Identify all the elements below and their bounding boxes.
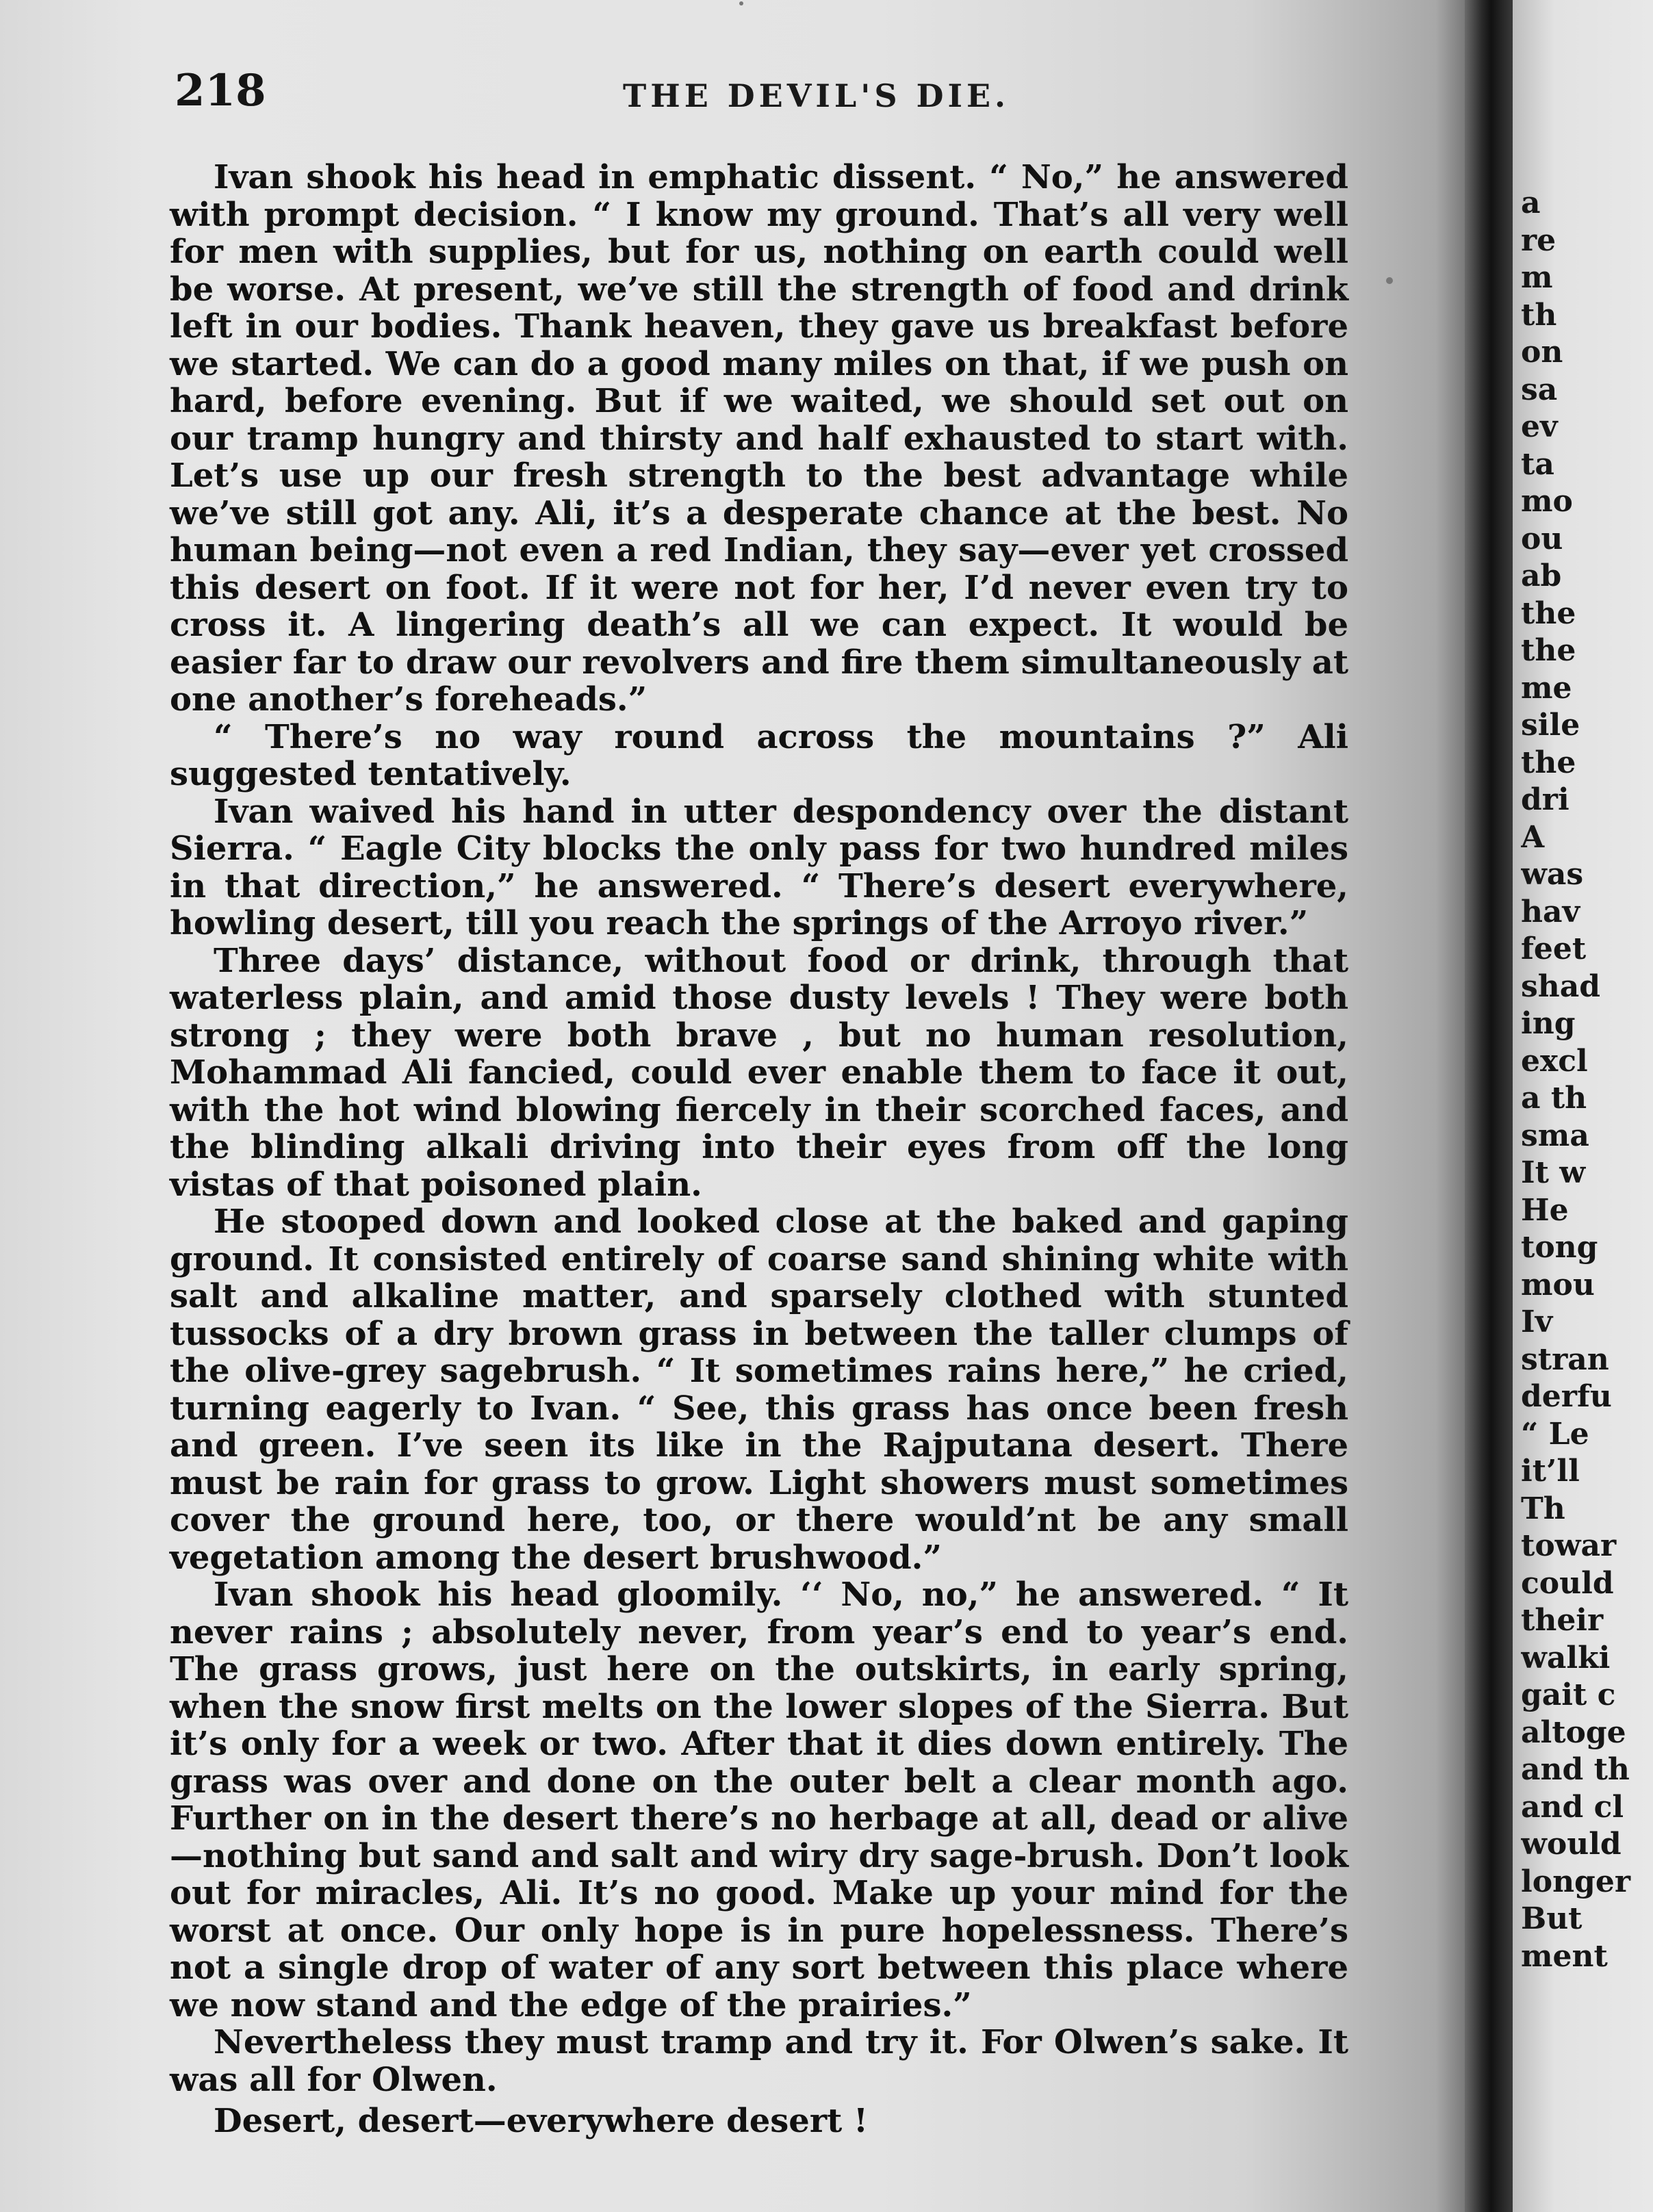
right-page-fragment-line: hav [1521, 894, 1580, 929]
right-page-fragment-line: sile [1521, 708, 1580, 743]
right-page-text-fragments [1521, 185, 1651, 1975]
right-page-fragment-line: walki [1521, 1640, 1611, 1675]
right-page-fragment-line: dri [1521, 782, 1569, 817]
right-page-fragment-line: ab [1521, 558, 1562, 593]
right-page-fragment-line: mo [1521, 484, 1573, 519]
paragraph: Ivan shook his head gloomily. ‘‘ No, no,” he answered. “ It never rains ; absolutely never, from year’s end to year’s end. The grass grows, just here on the outskirts, in early spring, when the snow first melts on the lower slopes of the Sierra. But it’s only for a week or two. After that it dies down entirely. The grass was over and done on the outer belt a clear month ago. Further on in the desert there’s no herbage at all, dead or alive—nothing but sand and salt and wiry dry sage-brush. Don’t look out for miracles, Ali. It’s no good. Make up your mind for the worst at once. Our only hope is in pure hopelessness. There’s not a single drop of water of any sort between this place where we now stand and the edge of the prairies.” [170, 1576, 1348, 2024]
right-page-fragment-line: me [1521, 670, 1572, 706]
right-page-fragment-line: was [1521, 857, 1584, 892]
right-page-fragment-line: a th [1521, 1081, 1587, 1116]
right-page-fragment-line: on [1521, 335, 1563, 370]
book-gutter [1465, 0, 1513, 2212]
right-page-fragment-line: m [1521, 260, 1553, 295]
right-page-fragment-line: feet [1521, 931, 1587, 966]
final-line: Desert, desert—everywhere desert ! [214, 2102, 869, 2140]
right-page-fragment-line: A [1521, 819, 1545, 855]
paragraph: Ivan waived his hand in utter despondency over the distant Sierra. “ Eagle City blocks the only pass for two hundred miles in that direction,” he answered. “ There’s desert everywhere, howling desert, till you reach the springs of the Arroyo river.” [170, 792, 1348, 942]
right-page-fragment-line: ment [1521, 1938, 1608, 1974]
paragraph: He stooped down and looked close at the baked and gaping ground. It consisted entirely of coarse sand shining white with salt and alkaline matter, and sparsely clothed with stunted tussocks of a dry brown grass in between the taller clumps of the olive-grey sagebrush. “ It sometimes rains here,” he cried, turning eagerly to Ivan. “ See, this grass has once been fresh and green. I’ve seen its like in the Rajputana desert. There must be rain for grass to grow. Light showers must sometimes cover the ground here, too, or there would’nt be any small vegetation among the desert brushwood.” [170, 1203, 1348, 1577]
right-page-fragment-line: ta [1521, 446, 1554, 482]
right-page-fragment-line: the [1521, 633, 1576, 668]
right-page-fragment-line: ou [1521, 521, 1563, 556]
right-page-fragment-line: and th [1521, 1752, 1630, 1787]
body-text [170, 159, 1348, 2140]
right-page-fragment-line: it’ll [1521, 1454, 1580, 1489]
right-page-fragment-line: would [1521, 1827, 1622, 1862]
right-page-fragment-line: ev [1521, 409, 1558, 444]
running-head: THE DEVIL'S DIE. [623, 77, 1010, 114]
page-number: 218 [175, 65, 266, 116]
right-page-fragment-line: sa [1521, 372, 1558, 407]
paragraph: Ivan shook his head in emphatic dissent. “ No,” he answered with prompt decision. “ I know my ground. That’s all very well for men with supplies, but for us, nothing on earth could well be worse. At present, we’ve still the strength of food and drink left in our bodies. Thank heaven, they gave us breakfast before we started. We can do a good many miles on that, if we push on hard, before evening. But if we waited, we should set out on our tramp hungry and thirsty and half exhausted to start with. Let’s use up our fresh strength to the best advantage while we’ve still got any. Ali, it’s a desperate chance at the best. No human being—not even a red Indian, they say—ever yet crossed this desert on foot. If it were not for her, I’d never even try to cross it. A lingering death’s all we can expect. It would be easier far to draw our revolvers and fire them simultaneously at one another’s foreheads.” [170, 158, 1348, 719]
right-page-fragment-line: towar [1521, 1528, 1617, 1563]
right-page-fragment-line: re [1521, 222, 1556, 258]
page-header [175, 65, 1338, 127]
right-page-fragment-line: the [1521, 745, 1576, 780]
right-page-fragment-line: and cl [1521, 1789, 1624, 1825]
right-page-fragment-line: But [1521, 1901, 1582, 1936]
right-page-fragment-line: Iv [1521, 1304, 1553, 1339]
right-page-fragment-line: their [1521, 1603, 1604, 1638]
paragraph: Nevertheless they must tramp and try it. For Olwen’s sake. It was all for Olwen. [170, 2023, 1348, 2099]
right-page-fragment-line: shad [1521, 968, 1601, 1004]
right-page-fragment-line: mou [1521, 1267, 1595, 1302]
right-page-fragment-line: a [1521, 185, 1541, 220]
right-page-fragment-line: could [1521, 1565, 1614, 1601]
paper-speck [1386, 277, 1393, 284]
right-page-fragment-line: derfu [1521, 1379, 1612, 1414]
right-page-fragment-line: excl [1521, 1043, 1588, 1079]
right-page-fragment-line: gait c [1521, 1677, 1616, 1712]
right-page-fragment-line: ing [1521, 1006, 1576, 1041]
right-page-fragment-line: tong [1521, 1230, 1598, 1265]
right-page-fragment-line: Th [1521, 1491, 1565, 1526]
right-page-fragment-line: th [1521, 297, 1557, 333]
right-page-fragment-line: It w [1521, 1155, 1586, 1190]
right-page-fragment-line: longer [1521, 1864, 1630, 1899]
right-page-fragment-line: altoge [1521, 1714, 1626, 1750]
right-page-fragment-line: sma [1521, 1118, 1589, 1153]
right-page-fragment-line: stran [1521, 1341, 1609, 1377]
right-page-fragment-line: He [1521, 1192, 1569, 1228]
paragraph: “ There’s no way round across the mountains ?” Ali suggested tentatively. [170, 717, 1348, 793]
paragraph: Three days’ distance, without food or drink, through that waterless plain, and amid those dusty levels ! They were both strong ; they were both brave , but no human resolution, Mohammad Ali fancied, could ever enable them to face it out, with the hot wind blowing fiercely in their scorched faces, and the blinding alkali driving into their eyes from off the long vistas of that poisoned plain. [170, 941, 1348, 1204]
right-page-fragment-line: the [1521, 595, 1576, 631]
paper-speck [739, 1, 743, 5]
right-page-fragment-line: “ Le [1521, 1416, 1589, 1452]
